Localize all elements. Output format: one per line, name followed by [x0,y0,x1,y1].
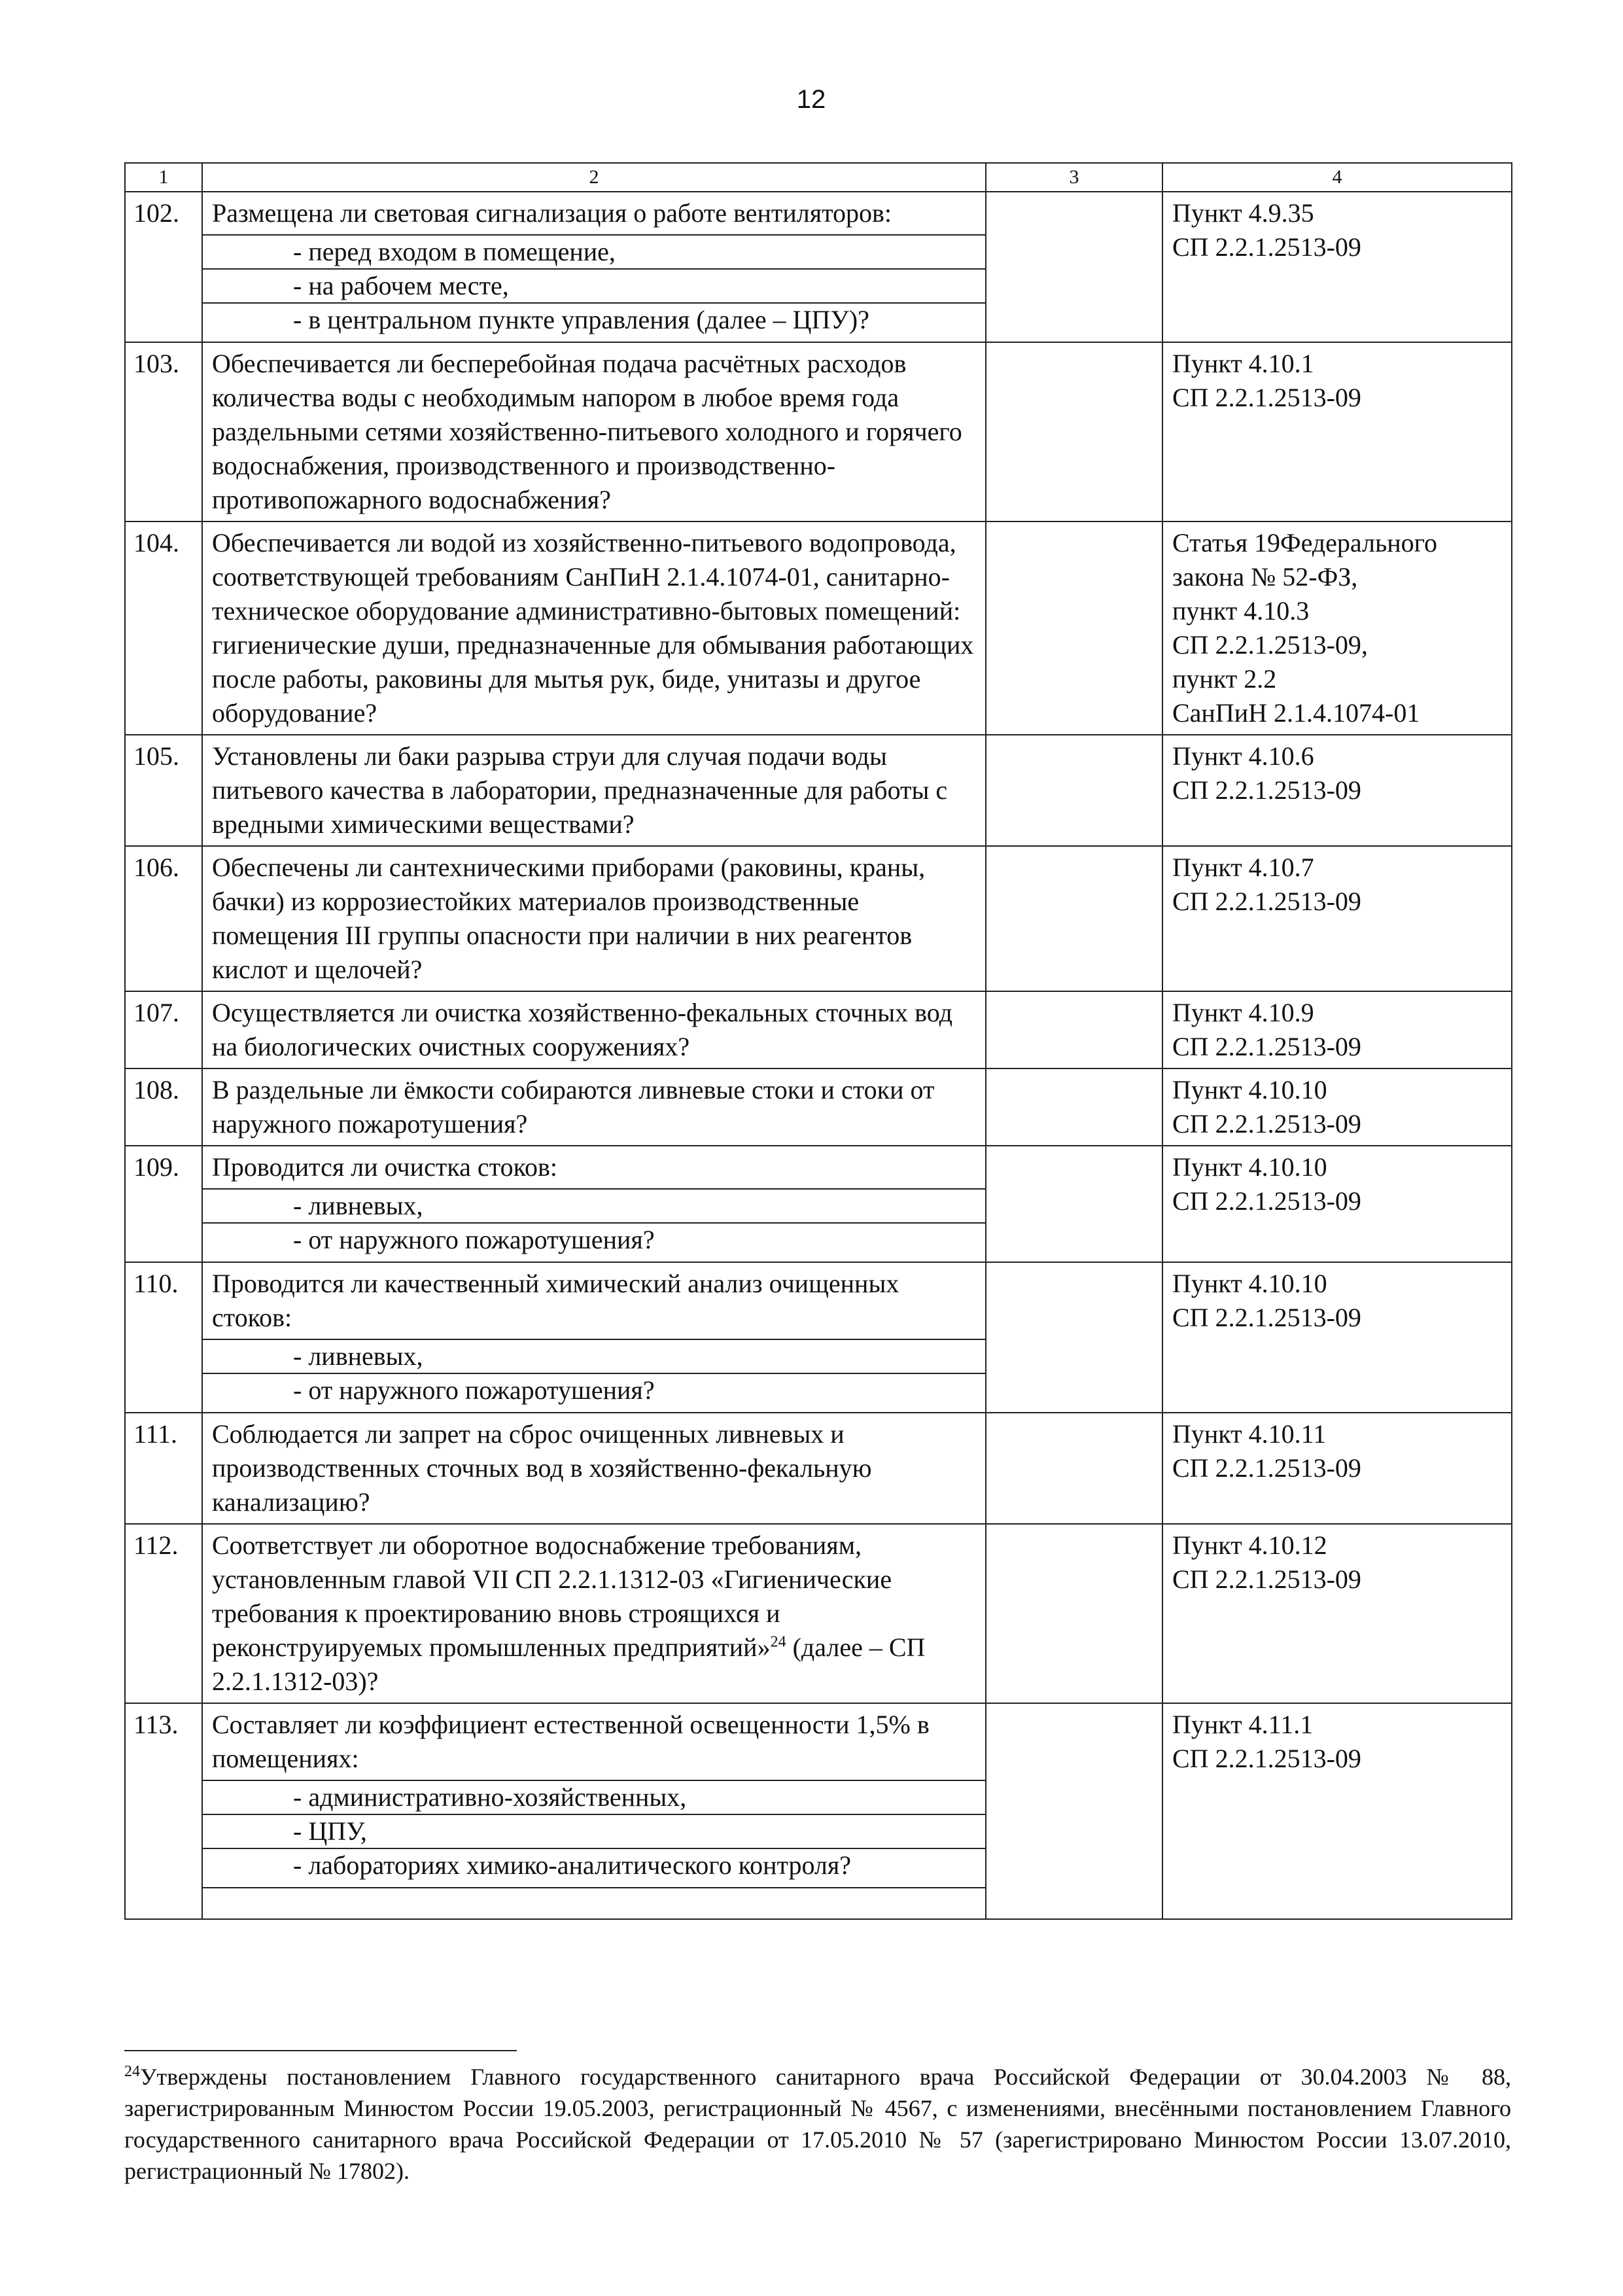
reference-cell [1162,1703,1512,1919]
sub-item: - административно-хозяйственных, [203,1780,985,1814]
sub-item: - ЦПУ, [203,1814,985,1848]
question-cell [202,342,986,521]
footnote-reference: 24 [770,1633,786,1651]
question-text [203,522,985,734]
question-cell [202,991,986,1069]
sub-item: - ливневых, [203,1339,985,1373]
question-text [203,343,985,521]
reference-line: пункт 4.10.3 [1172,596,1310,626]
reference-line: Пункт 4.10.10 [1172,1152,1327,1182]
question-cell [202,1413,986,1524]
reference-cell [1162,521,1512,735]
question-text [203,1263,985,1339]
reference-line: Пункт 4.10.10 [1172,1075,1327,1104]
reference-cell [1162,1413,1512,1524]
reference-cell [1162,846,1512,991]
reference-cell [1162,342,1512,521]
reference-line: СП 2.2.1.2513-09 [1172,1564,1361,1594]
sub-item: - от наружного пожаротушения? [203,1222,985,1262]
blank-cell [986,1069,1162,1146]
reference-line: СП 2.2.1.2513-09 [1172,1186,1361,1216]
question-main: Обеспечивается ли водой из хозяйственно-питьевого водопровода, соответствующей требованиям СанПиН 2.1.4.1074-01, санитарно-техническое оборудование административно-бытовых помещений: гигиенические души, предназначенные для обмывания работающих после работы, раковины для мытья рук, биде, унитазы и другое оборудование? [212,528,974,728]
question-cell [202,846,986,991]
question-text [203,1413,985,1523]
sub-item: - перед входом в помещение, [203,234,985,268]
reference-line: Пункт 4.10.7 [1172,853,1314,882]
reference-line: СП 2.2.1.2513-09 [1172,1109,1361,1139]
question-cell [202,735,986,846]
reference-line: Пункт 4.10.12 [1172,1530,1327,1560]
reference-line: СП 2.2.1.2513-09 [1172,887,1361,916]
question-cell [202,1146,986,1262]
reference-line: СП 2.2.1.2513-09, [1172,630,1368,660]
table-header-row [125,163,1512,192]
question-main: Установлены ли баки разрыва струи для случая подачи воды питьевого качества в лаборатории, предназначенные для работы с вредными химическими веществами? [212,741,948,839]
checklist-table [124,162,1512,1920]
reference-line: СП 2.2.1.2513-09 [1172,775,1361,805]
reference-line: Пункт 4.10.1 [1172,349,1314,378]
footnote-divider [124,2050,517,2051]
reference-cell [1162,1262,1512,1413]
table-row [125,1262,1512,1413]
blank-cell [986,735,1162,846]
row-number: 107. [125,991,202,1069]
question-main: Осуществляется ли очистка хозяйственно-фекальных сточных вод на биологических очистных сооружениях? [212,998,952,1061]
reference-line: СП 2.2.1.2513-09 [1172,232,1361,262]
reference-line: СанПиН 2.1.4.1074-01 [1172,698,1420,728]
question-text [203,847,985,991]
footnote [124,2061,1511,2187]
table-row [125,192,1512,342]
footnote-text: Утверждены постановлением Главного государственного санитарного врача Российской Федерации от 30.04.2003 № 88, зарегистрированным Минюстом России 19.05.2003, регистрационный № 4567, с изменениями, внесёнными постановлением Главного государственного санитарного врача Российской Федерации от 17.05.2010 № 57 (зарегистрировано Минюстом России 13.07.2010, регистрационный № 17802). [124,2064,1511,2184]
reference-cell [1162,192,1512,342]
reference-line: Пункт 4.10.6 [1172,741,1314,771]
table-row [125,521,1512,735]
blank-cell [986,991,1162,1069]
page-number: 12 [796,85,826,114]
table-row [125,991,1512,1069]
blank-cell [986,342,1162,521]
reference-line: Пункт 4.10.11 [1172,1419,1327,1449]
reference-line: СП 2.2.1.2513-09 [1172,1744,1361,1773]
question-text [203,1704,985,1780]
question-tail: (далее – СП 2.2.1.1312-03)? [212,1633,926,1696]
reference-cell [1162,735,1512,846]
sub-item: - ливневых, [203,1188,985,1222]
row-number: 102. [125,192,202,342]
blank-cell [986,1703,1162,1919]
blank-cell [986,192,1162,342]
blank-cell [986,1524,1162,1703]
reference-line: СП 2.2.1.2513-09 [1172,1032,1361,1061]
question-main: Обеспечены ли сантехническими приборами (раковины, краны, бачки) из коррозиестойких материалов производственные помещения III группы опасности при наличии в них реагентов кислот и щелочей? [212,853,926,984]
question-main: Проводится ли очистка стоков: [212,1152,558,1182]
footnote-mark: 24 [124,2063,140,2080]
question-text [203,1146,985,1188]
question-cell [202,1524,986,1703]
question-cell [202,1703,986,1919]
reference-line: Статья 19Федерального [1172,528,1438,557]
table-row [125,1146,1512,1262]
question-text [203,192,985,234]
reference-line: закона № 52-ФЗ, [1172,562,1358,592]
reference-cell [1162,1069,1512,1146]
blank-cell [986,1146,1162,1262]
question-main: Соответствует ли оборотное водоснабжение требованиям, установленным главой VII СП 2.2.1.1312-03 «Гигиенические требования к проектированию вновь строящихся и реконструируемых промышленных предприятий» [212,1530,892,1662]
header-col-3: 3 [986,163,1162,192]
blank-cell [986,846,1162,991]
row-number: 104. [125,521,202,735]
table-row [125,735,1512,846]
sub-item: - в центральном пункте управления (далее – ЦПУ)? [203,302,985,342]
question-cell [202,1069,986,1146]
question-main: Обеспечивается ли бесперебойная подача расчётных расходов количества воды с необходимым напором в любое время года раздельными сетями хозяйственно-питьевого холодного и горячего водоснабжения, производственного и производственно-противопожарного водоснабжения? [212,349,962,514]
table-row [125,342,1512,521]
empty-line [203,1887,985,1918]
header-col-2: 2 [202,163,986,192]
blank-cell [986,1413,1162,1524]
reference-line: пункт 2.2 [1172,664,1277,694]
table-row [125,1413,1512,1524]
reference-line: Пункт 4.11.1 [1172,1710,1314,1739]
reference-cell [1162,1146,1512,1262]
header-col-1: 1 [125,163,202,192]
row-number: 109. [125,1146,202,1262]
table-row [125,1703,1512,1919]
reference-line: Пункт 4.10.10 [1172,1269,1327,1298]
question-cell [202,192,986,342]
row-number: 110. [125,1262,202,1413]
row-number: 106. [125,846,202,991]
row-number: 111. [125,1413,202,1524]
table-row [125,1069,1512,1146]
table-row [125,846,1512,991]
row-number: 108. [125,1069,202,1146]
table-row [125,1524,1512,1703]
reference-line: СП 2.2.1.2513-09 [1172,1453,1361,1483]
question-text [203,992,985,1068]
question-cell [202,521,986,735]
question-cell [202,1262,986,1413]
reference-line: СП 2.2.1.2513-09 [1172,1303,1361,1332]
row-number: 103. [125,342,202,521]
blank-cell [986,521,1162,735]
blank-cell [986,1262,1162,1413]
reference-line: СП 2.2.1.2513-09 [1172,383,1361,412]
question-main: Соблюдается ли запрет на сброс очищенных ливневых и производственных сточных вод в хозяйственно-фекальную канализацию? [212,1419,872,1517]
question-main: В раздельные ли ёмкости собираются ливневые стоки и стоки от наружного пожаротушения? [212,1075,935,1139]
reference-cell [1162,1524,1512,1703]
header-col-4: 4 [1162,163,1512,192]
question-text [203,1069,985,1145]
row-number: 112. [125,1524,202,1703]
reference-cell [1162,991,1512,1069]
sub-item: - от наружного пожаротушения? [203,1373,985,1412]
question-text [203,735,985,845]
question-main: Размещена ли световая сигнализация о работе вентиляторов: [212,198,892,228]
reference-line: Пункт 4.10.9 [1172,998,1314,1027]
question-main: Составляет ли коэффициент естественной освещенности 1,5% в помещениях: [212,1710,930,1773]
sub-item: - лабораториях химико-аналитического контроля? [203,1848,985,1887]
row-number: 105. [125,735,202,846]
question-text [203,1525,985,1703]
row-number: 113. [125,1703,202,1919]
sub-item: - на рабочем месте, [203,268,985,302]
reference-line: Пункт 4.9.35 [1172,198,1314,228]
question-main: Проводится ли качественный химический анализ очищенных стоков: [212,1269,899,1332]
